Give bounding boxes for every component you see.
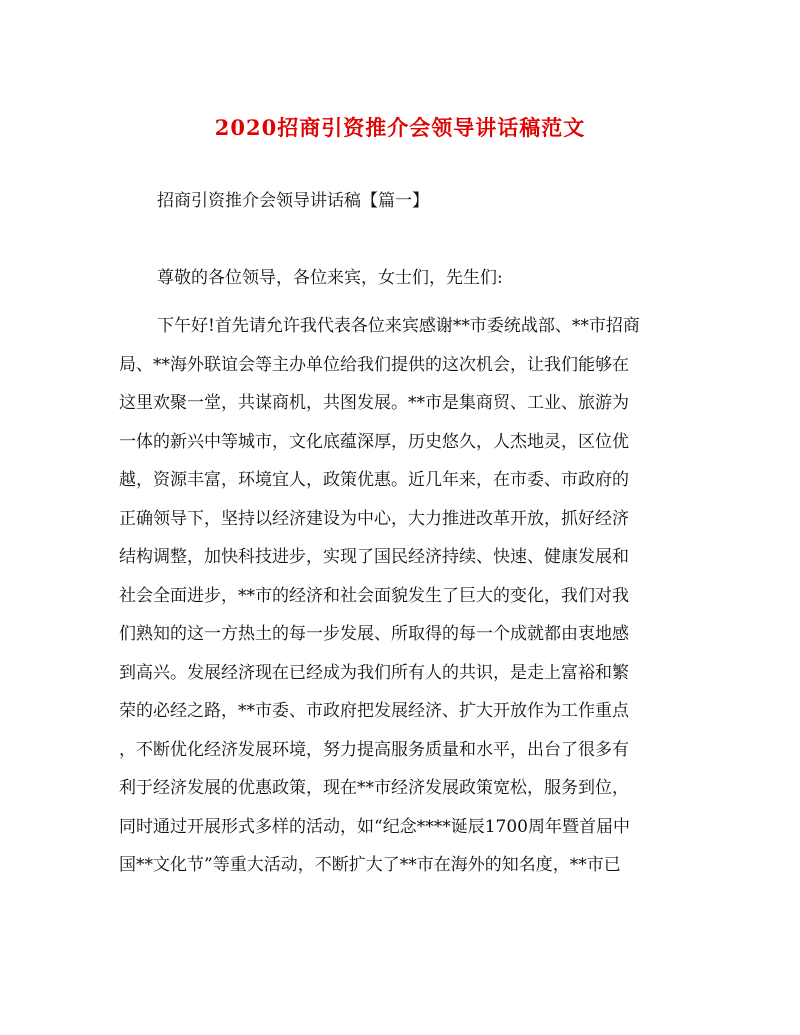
body-line: 同时通过开展形式多样的活动，如“纪念****诞辰1700周年暨首届中	[119, 816, 630, 837]
body-line: 荣的必经之路，**市委、市政府把发展经济、扩大开放作为工作重点	[119, 701, 629, 721]
greeting-line: 尊敬的各位领导，各位来宾，女士们，先生们:	[157, 268, 503, 288]
document-title: 2020招商引资推介会领导讲话稿范文	[214, 115, 586, 140]
body-line: 结构调整，加快科技进步，实现了国民经济持续、快速、健康发展和	[119, 547, 629, 567]
body-line: 局、**海外联谊会等主办单位给我们提供的这次机会，让我们能够在	[119, 354, 629, 375]
body-line: 越，资源丰富，环境宜人，政策优惠。近几年来，在市委、市政府的	[119, 470, 629, 490]
body-line: 社会全面进步，**市的经济和社会面貌发生了巨大的变化，我们对我	[119, 585, 629, 606]
body-line: 正确领导下，坚持以经济建设为中心，大力推进改革开放，抓好经济	[119, 508, 629, 529]
body-line: ，不断优化经济发展环境，努力提高服务质量和水平，出台了很多有	[119, 739, 629, 760]
section-heading: 招商引资推介会领导讲话稿【篇一】	[157, 191, 429, 211]
body-line: 们熟知的这一方热土的每一步发展、所取得的每一个成就都由衷地感	[119, 624, 629, 644]
body-line: 下午好!首先请允许我代表各位来宾感谢**市委统战部、**市招商	[157, 316, 640, 336]
body-line: 国**文化节”等重大活动，不断扩大了**市在海外的知名度，**市已	[119, 855, 621, 875]
body-line: 这里欢聚一堂，共谋商机，共图发展。**市是集商贸、工业、旅游为	[119, 393, 629, 413]
body-text	[119, 307, 699, 885]
body-line: 到高兴。发展经济现在已经成为我们所有人的共识，是走上富裕和繁	[119, 662, 629, 683]
body-line: 一体的新兴中等城市，文化底蕴深厚，历史悠久，人杰地灵，区位优	[119, 431, 629, 452]
body-line: 利于经济发展的优惠政策，现在**市经济发展政策宽松，服务到位，	[119, 778, 629, 798]
